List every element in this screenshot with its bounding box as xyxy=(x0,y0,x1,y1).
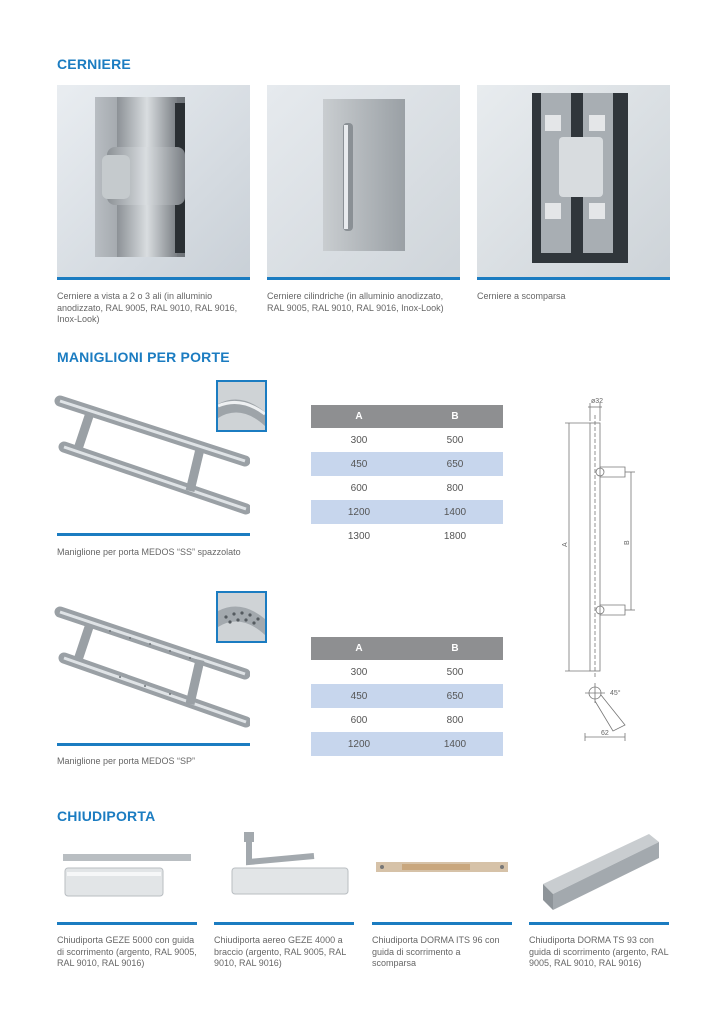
hinge-concealed-photo xyxy=(477,85,670,278)
closer-geze-4000-photo xyxy=(214,828,354,920)
closer-caption-geze-4000: Chiudiporta aereo GEZE 4000 a braccio (argento, RAL 9005, RAL 9010, RAL 9016) xyxy=(214,935,346,968)
hinge-caption-concealed: Cerniere a scomparsa xyxy=(477,291,566,301)
closer-dorma-ts93-photo xyxy=(529,828,669,920)
cell: 1300 xyxy=(347,530,371,542)
handle-sp-caption: Maniglione per porta MEDOS “SP” xyxy=(57,756,196,766)
section-title-chiudiporta: CHIUDIPORTA xyxy=(57,808,156,824)
handle-technical-drawing xyxy=(555,395,650,745)
drawing-label-b: B xyxy=(624,540,631,545)
divider xyxy=(57,533,250,536)
hinge-caption-cylindrical: Cerniere cilindriche (in alluminio anodizzato, RAL 9005, RAL 9010, RAL 9016, Inox-Look) xyxy=(267,291,444,313)
col-header-b: B xyxy=(407,405,503,428)
divider xyxy=(57,922,197,925)
drawing-label-a: A xyxy=(562,542,569,547)
handle-ss-caption: Maniglione per porta MEDOS “SS” spazzolato xyxy=(57,547,241,557)
cell: 800 xyxy=(446,714,464,726)
section-title-cerniere: CERNIERE xyxy=(57,56,131,72)
closer-caption-dorma-its96: Chiudiporta DORMA ITS 96 con guida di scorrimento a scomparsa xyxy=(372,935,500,968)
col-header-b: B xyxy=(407,637,503,660)
cell: 600 xyxy=(350,482,368,494)
divider xyxy=(477,277,670,280)
cell: 450 xyxy=(311,684,407,708)
cell: 1200 xyxy=(311,732,407,756)
closer-geze-5000-photo xyxy=(57,828,197,920)
divider xyxy=(267,277,460,280)
cell: 1400 xyxy=(407,500,503,524)
handle-ss-detail-thumb xyxy=(216,380,267,432)
cell: 450 xyxy=(311,452,407,476)
divider xyxy=(57,743,250,746)
handle-sp-dimension-table xyxy=(311,637,503,756)
hinge-visible-photo xyxy=(57,85,250,278)
cell: 650 xyxy=(407,452,503,476)
cell: 1400 xyxy=(407,732,503,756)
closer-caption-geze-5000: Chiudiporta GEZE 5000 con guida di scorrimento (argento, RAL 9005, RAL 9010, RAL 9016) xyxy=(57,935,197,968)
divider xyxy=(57,277,250,280)
cell: 1800 xyxy=(443,530,467,542)
handle-sp-detail-thumb xyxy=(216,591,267,643)
cell: 500 xyxy=(446,666,464,678)
divider xyxy=(372,922,512,925)
closer-dorma-its96-photo xyxy=(372,828,512,920)
col-header-a: A xyxy=(311,637,407,660)
divider xyxy=(529,922,669,925)
divider xyxy=(214,922,354,925)
cell: 500 xyxy=(446,434,464,446)
cell: 650 xyxy=(407,684,503,708)
cell: 800 xyxy=(446,482,464,494)
drawing-angle-label: 45° xyxy=(610,690,621,697)
handle-ss-dimension-table xyxy=(311,405,503,548)
hinge-cylindrical-photo xyxy=(267,85,460,278)
cell: 1200 xyxy=(311,500,407,524)
col-header-a: A xyxy=(311,405,407,428)
drawing-width-label: 62 xyxy=(601,730,609,737)
drawing-diameter-label: ø32 xyxy=(591,398,604,405)
cell: 600 xyxy=(350,714,368,726)
section-title-maniglioni: MANIGLIONI PER PORTE xyxy=(57,349,230,365)
cell: 300 xyxy=(350,434,368,446)
closer-caption-dorma-ts93: Chiudiporta DORMA TS 93 con guida di scorrimento (argento, RAL 9005, RAL 9010, RAL 9016) xyxy=(529,935,669,968)
cell: 300 xyxy=(350,666,368,678)
hinge-caption-visible: Cerniere a vista a 2 o 3 ali (in alluminio anodizzato, RAL 9005, RAL 9010, RAL 9016, Inox-Look) xyxy=(57,291,238,324)
